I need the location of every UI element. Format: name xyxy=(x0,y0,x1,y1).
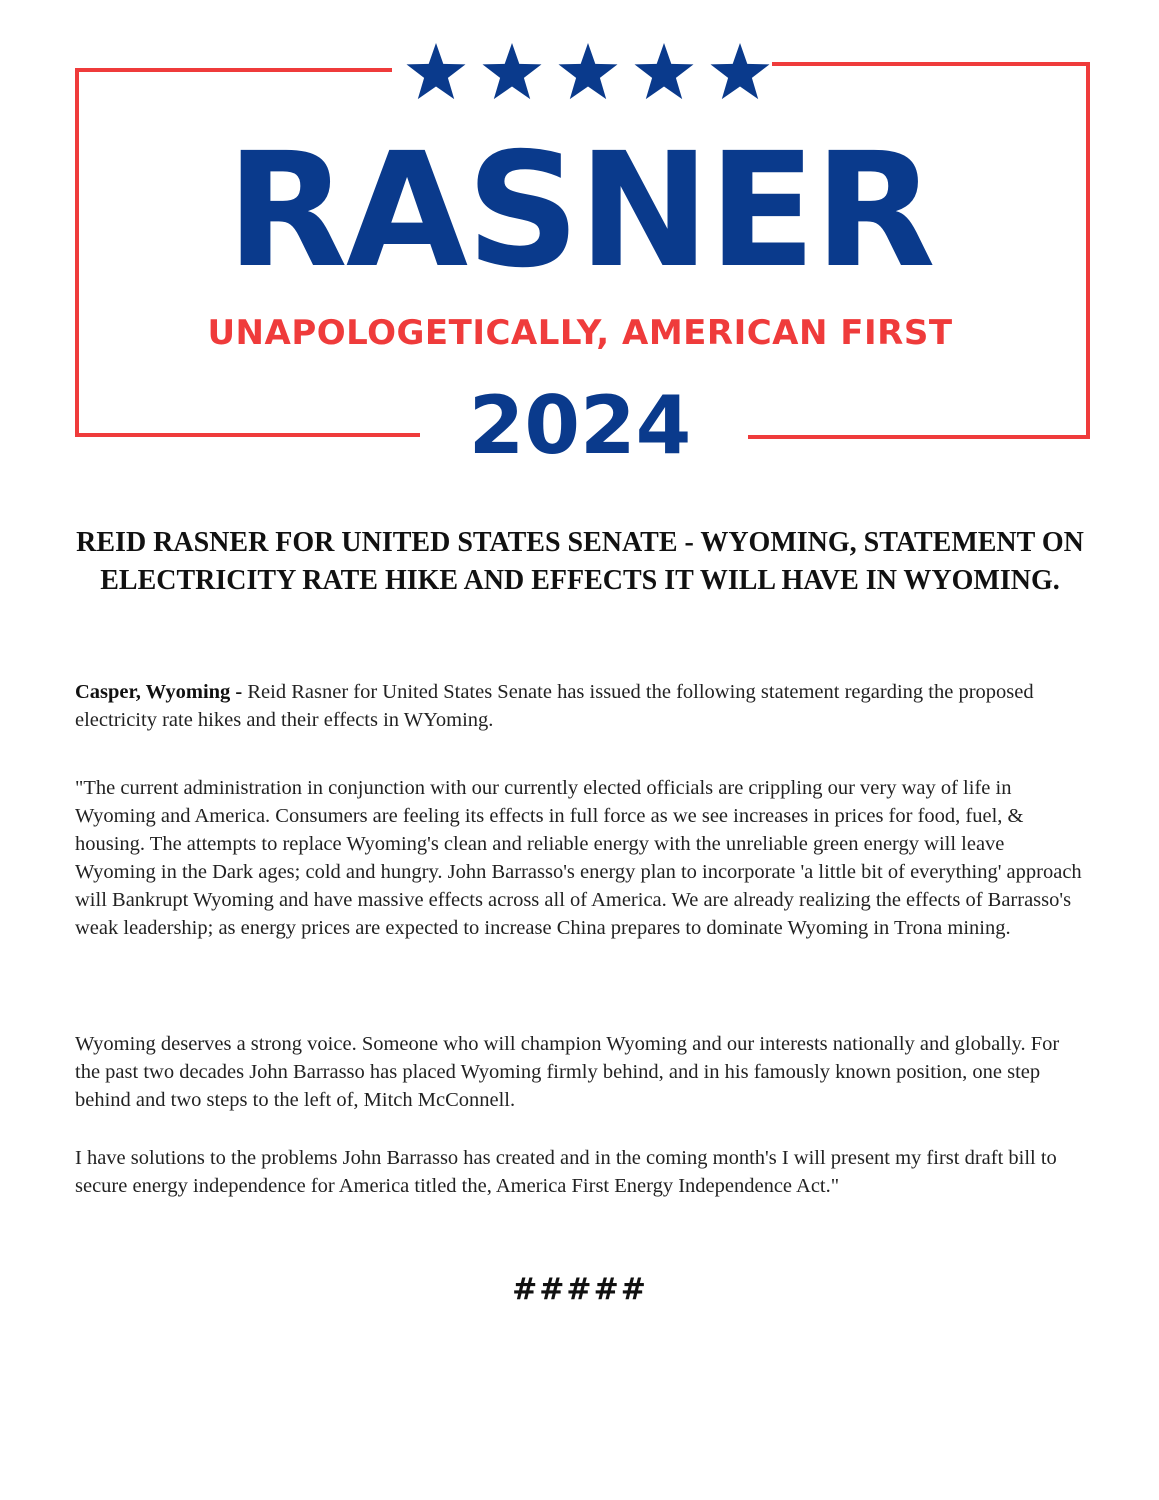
star-icon xyxy=(635,43,694,99)
campaign-logo xyxy=(0,0,1159,480)
statement-paragraph-2: Wyoming deserves a strong voice. Someone who will champion Wyoming and our interests nationally and globally. For the past two decades John Barrasso has placed Wyoming firmly behind, and in his famously known position, one step behind and two steps to the left of, Mitch McConnell. xyxy=(75,1033,1060,1111)
logo-tagline: UNAPOLOGETICALLY, AMERICAN FIRST xyxy=(207,313,953,353)
stars-row xyxy=(407,43,770,99)
star-icon xyxy=(407,43,466,99)
statement-paragraph-3: I have solutions to the problems John Barrasso has created and in the coming month's I will present my first draft bill to secure energy independence for America titled the, America First Energy Independence Act." xyxy=(75,1147,1057,1197)
statement-paragraph-1: "The current administration in conjunction with our currently elected officials are crippling our very way of life in Wyoming and America. Consumers are feeling its effects in full force as we see increases in prices for food, fuel, & housing. The attempts to replace Wyoming's clean and reliable energy with the unreliable green energy will leave Wyoming in the Dark ages; cold and hungry. John Barrasso's energy plan to incorporate 'a little bit of everything' approach will Bankrupt Wyoming and have massive effects across all of America. We are already realizing the effects of Barrasso's weak leadership; as energy prices are expected to increase China prepares to dominate Wyoming in Trona mining. xyxy=(75,777,1082,939)
star-icon xyxy=(559,43,618,99)
press-release-headline: REID RASNER FOR UNITED STATES SENATE - WYOMING, STATEMENT ON ELECTRICITY RATE HIKE AND EFFECTS IT WILL HAVE IN WYOMING. xyxy=(76,527,1084,596)
dateline: Casper, Wyoming - xyxy=(75,681,243,703)
intro-paragraph xyxy=(75,678,1085,734)
intro-text: Reid Rasner for United States Senate has issued the following statement regarding the proposed electricity rate hikes and their effects in WYoming. xyxy=(75,681,1034,731)
star-icon xyxy=(711,43,770,99)
star-icon xyxy=(483,43,542,99)
logo-name: RASNER xyxy=(226,119,934,303)
logo-year: 2024 xyxy=(468,379,692,472)
end-of-release-mark: ##### xyxy=(512,1272,648,1307)
